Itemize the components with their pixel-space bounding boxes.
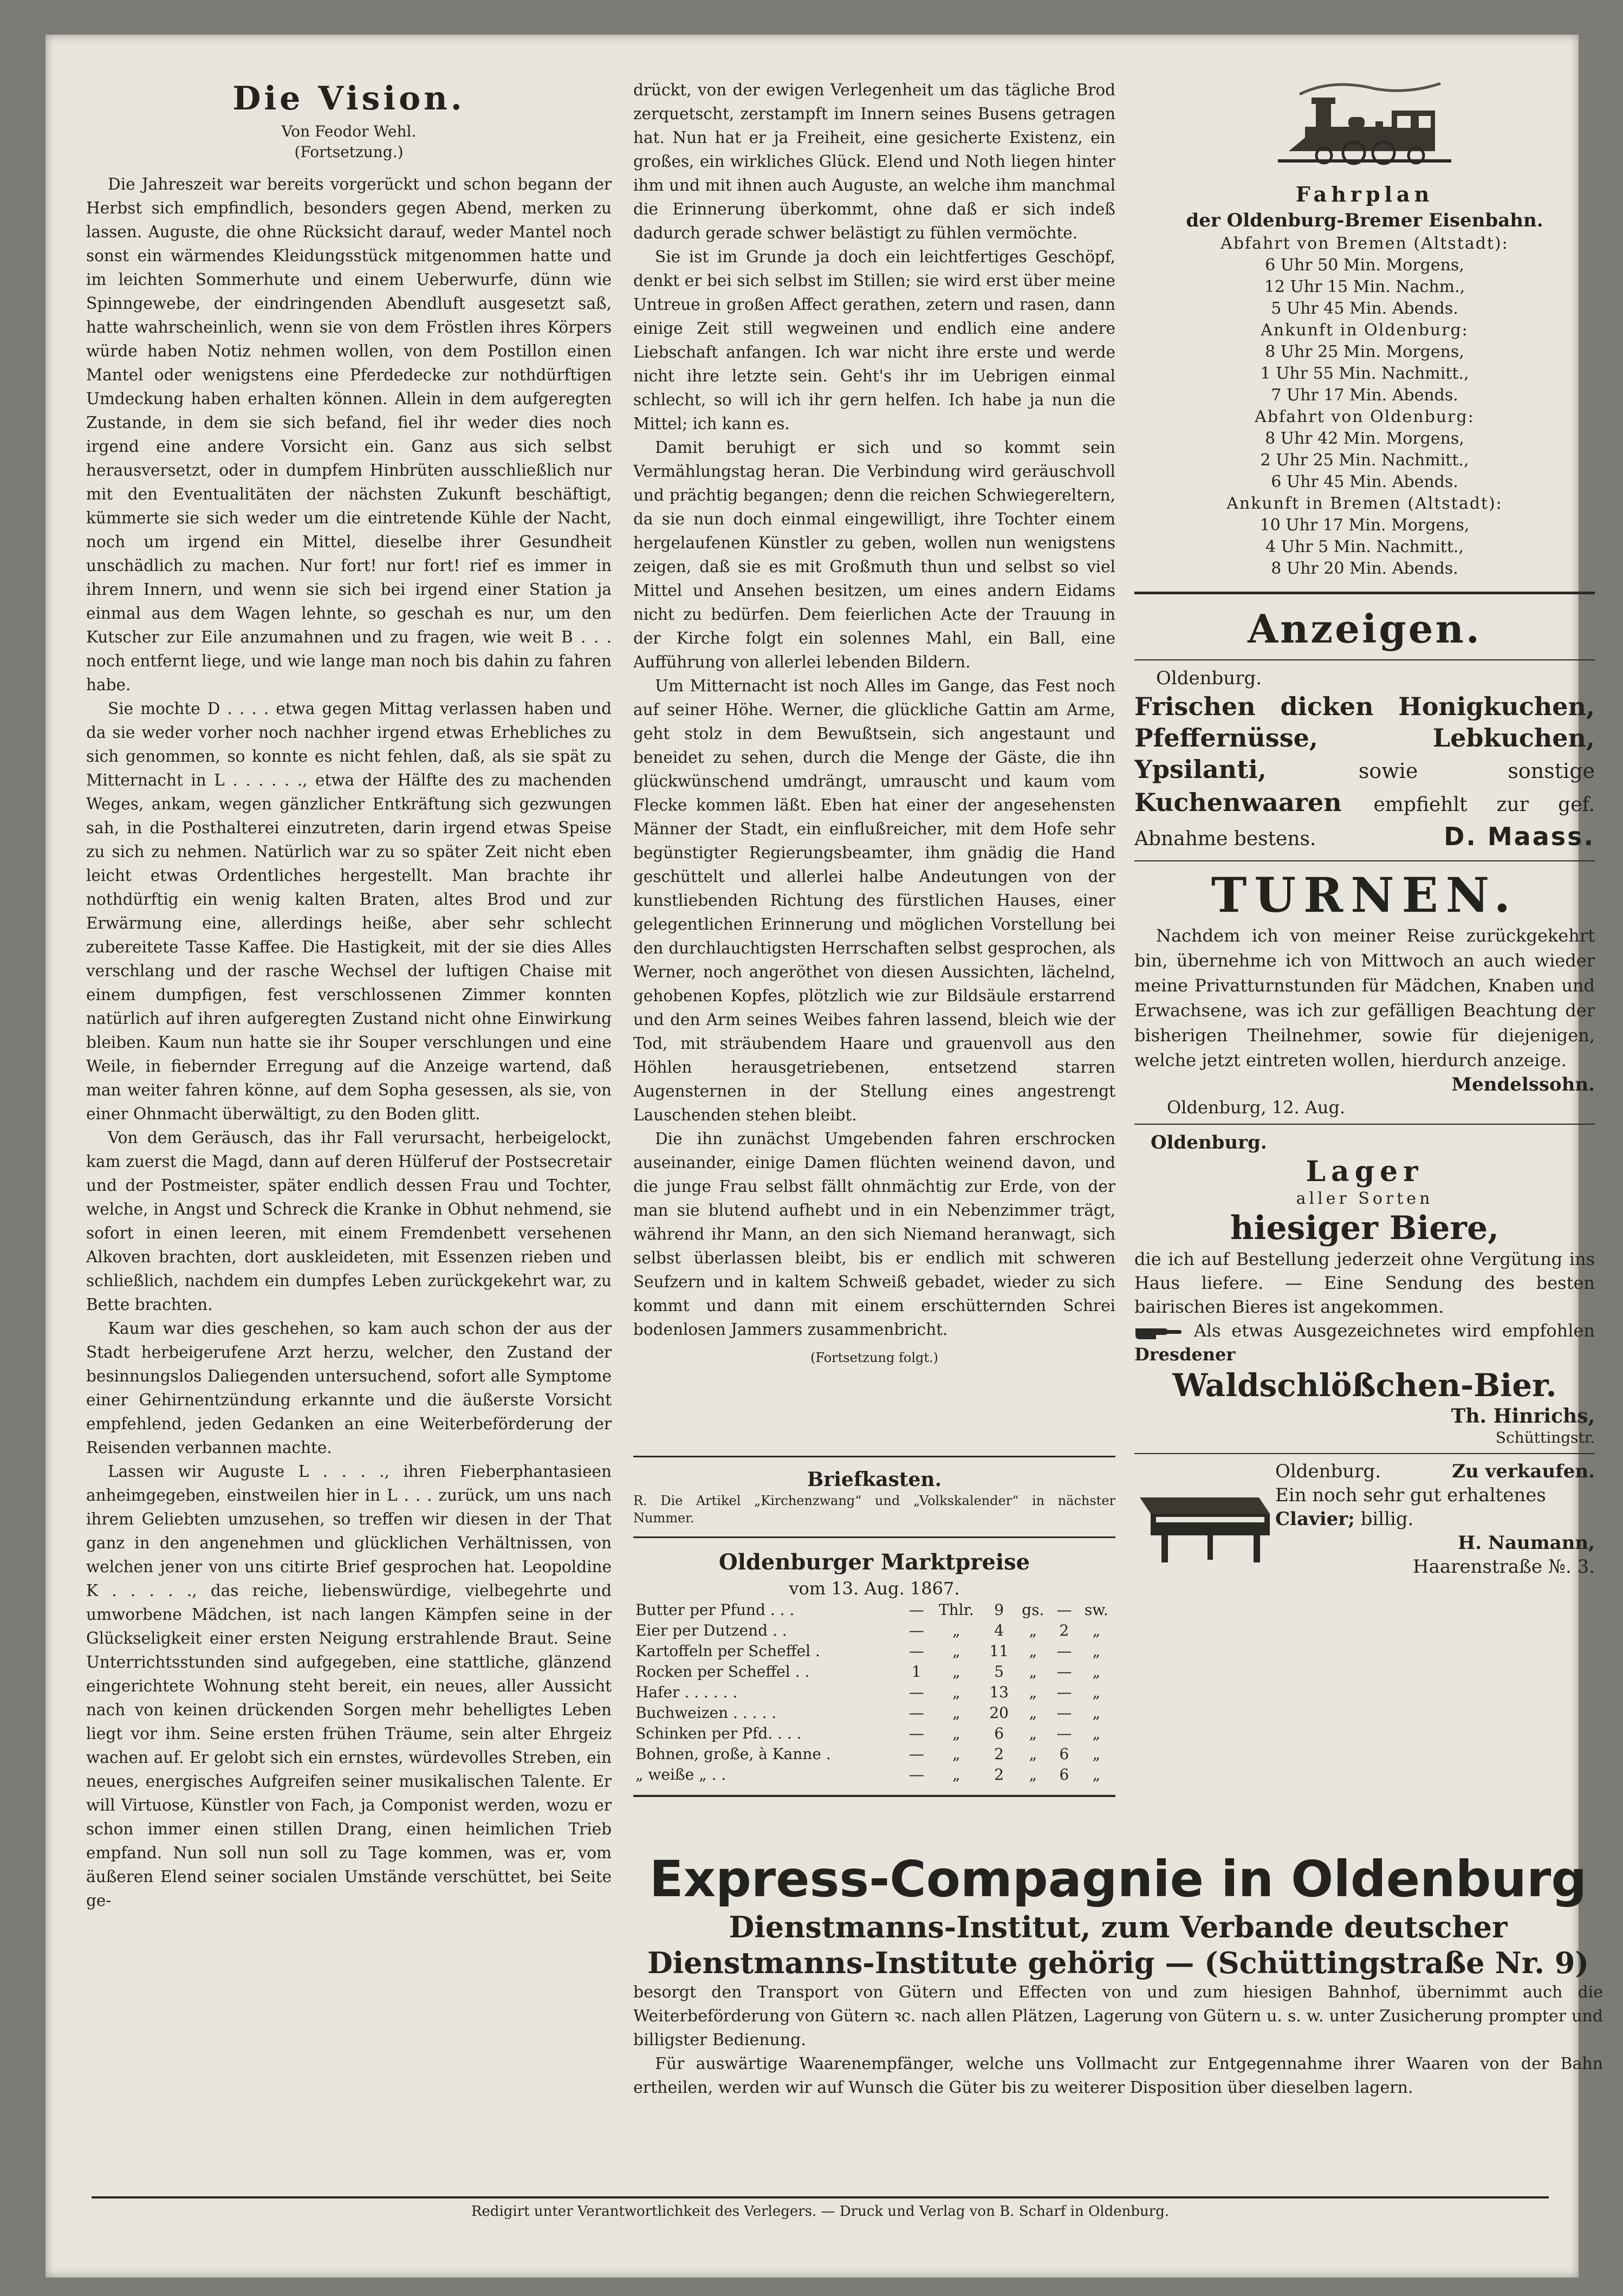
- market-cell-item: Buchweizen . . . . .: [635, 1704, 777, 1722]
- market-cell-u3: „: [1092, 1745, 1101, 1763]
- market-cell-b: 13: [989, 1683, 1009, 1701]
- market-cell-c: —: [1056, 1663, 1072, 1681]
- clavier-ad: [1134, 1460, 1595, 1622]
- article-column-left: [86, 78, 612, 2202]
- market-cell-item: Hafer . . . . . .: [635, 1683, 738, 1701]
- market-date: vom 13. Aug. 1867.: [789, 1578, 960, 1599]
- express-text-1: besorgt den Transport von Gütern und Effecten von und zum hiesigen Bahnhof, übernimmt auch die Weiterbeförderung von Gütern ꝛc. nach allen Plätzen, Lagerung von Gütern u. s. w. unter Zusicherung prompter und billigster Bedienung.: [633, 1983, 1603, 2049]
- honig-ad: [1134, 691, 1595, 855]
- market-cell-u3: „: [1092, 1704, 1101, 1722]
- divider: [1134, 659, 1595, 660]
- market-cell-u2: gs.: [1022, 1601, 1044, 1619]
- market-cell-item: „ weiße „ . .: [635, 1766, 726, 1783]
- clavier-sale: Zu verkaufen.: [1452, 1461, 1595, 1482]
- footer-text: Redigirt unter Verantwortlichkeit des Verlegers. — Druck und Verlag von B. Scharf in Oldenburg.: [471, 2203, 1170, 2220]
- market-cell-b: 2: [994, 1766, 1004, 1783]
- honig-signer: D. Maass.: [1444, 822, 1595, 851]
- article-continuation: (Fortsetzung.): [294, 143, 404, 161]
- market-cell-c: —: [1056, 1683, 1072, 1701]
- market-cell-a: —: [908, 1724, 924, 1742]
- market-cell-a: —: [908, 1642, 924, 1660]
- honig-place: Oldenburg.: [1156, 667, 1262, 689]
- market-cell-item: Eier per Dutzend . .: [635, 1622, 787, 1639]
- timetable-row: 12 Uhr 15 Min. Nachm.,: [1264, 277, 1465, 296]
- bier-dresdener: Dresdener: [1134, 1344, 1236, 1365]
- market-row: [633, 1765, 1115, 1785]
- timetable-section-head: Ankunft in Bremen (Altstadt):: [1226, 494, 1503, 513]
- market-cell-unit: „: [952, 1622, 960, 1639]
- market-cell-c: —: [1056, 1642, 1072, 1660]
- honig-text-bold: Frischen dicken Honigkuchen, Pfeffernüsse, Lebkuchen, Ypsilanti,: [1134, 692, 1595, 784]
- market-row: [633, 1682, 1115, 1703]
- market-title: Oldenburger Marktpreise: [718, 1549, 1030, 1575]
- bier-recommend: [1134, 1319, 1595, 1366]
- bier-text2: Als etwas Ausgezeichnetes wird empfohlen: [1193, 1320, 1595, 1341]
- article-author: Von Feodor Wehl.: [281, 122, 417, 140]
- right-column: [1134, 78, 1595, 1622]
- market-cell-u2: „: [1029, 1683, 1037, 1701]
- honig-text-bold2: Kuchenwaaren: [1134, 788, 1342, 817]
- market-row: [633, 1600, 1115, 1620]
- divider: [1134, 1124, 1595, 1125]
- market-cell-u2: „: [1029, 1704, 1037, 1722]
- market-cell-item: Schinken per Pfd. . . .: [635, 1724, 802, 1742]
- newspaper-page: [46, 35, 1603, 2278]
- market-row: [633, 1744, 1115, 1765]
- honig-text-mid: sowie sonstige: [1358, 759, 1595, 783]
- market-cell-b: 20: [989, 1704, 1009, 1722]
- piano-icon: [1134, 1487, 1275, 1568]
- market-cell-a: 1: [911, 1663, 921, 1681]
- market-cell-u2: „: [1029, 1766, 1037, 1783]
- timetable-row: 1 Uhr 55 Min. Nachmitt.,: [1260, 364, 1469, 383]
- timetable-section-head: Abfahrt von Bremen (Altstadt):: [1221, 234, 1509, 253]
- bier-street: Schüttingstr.: [1495, 1429, 1595, 1447]
- timetable-section-head: Ankunft in Oldenburg:: [1261, 321, 1469, 340]
- express-text-2: Für auswärtige Waarenempfänger, welche uns Vollmacht zur Entgegennahme ihrer Waaren von der Bahn ertheilen, werden wir auf Wunsch die Güter bis zu weiterer Disposition über dieselben lagern.: [633, 2054, 1603, 2097]
- market-cell-u3: „: [1092, 1683, 1101, 1701]
- bier-text: die ich auf Bestellung jederzeit ohne Vergütung ins Haus liefere. — Eine Sendung des besten bairischen Bieres ist angekommen.: [1134, 1249, 1595, 1317]
- market-cell-a: —: [908, 1601, 924, 1619]
- honig-text-end: empfiehlt zur gef. Abnahme bestens.: [1134, 794, 1595, 850]
- turnen-title: TURNEN.: [1211, 867, 1518, 923]
- timetable-title: Fahrplan: [1295, 182, 1434, 206]
- timetable-row: 8 Uhr 42 Min. Morgens,: [1265, 429, 1464, 448]
- timetable-row: 8 Uhr 20 Min. Abends.: [1271, 559, 1458, 578]
- timetable-row: 2 Uhr 25 Min. Nachmitt.,: [1260, 451, 1469, 470]
- article-column-middle: [633, 78, 1115, 1487]
- express-ad: [633, 1850, 1603, 2100]
- market-cell-unit: „: [952, 1724, 960, 1742]
- clavier-line1: Ein noch sehr gut erhaltenes: [1275, 1484, 1546, 1506]
- pointing-hand-icon: [1134, 1323, 1183, 1341]
- market-cell-u2: „: [1029, 1642, 1037, 1660]
- market-cell-b: 2: [994, 1745, 1004, 1763]
- turnen-text: Nachdem ich von meiner Reise zurückgekehrt bin, übernehme ich von Mittwoch an auch wieder meine Privatturnstunden für Mädchen, Knaben und Erwachsene, was ich zur gefälligen Beachtung der bisherigen Theilnehmer, sowie für diejenigen, welche jetzt eintreten wollen, hierdurch anzeige.: [1134, 925, 1595, 1071]
- divider: [1134, 1453, 1595, 1454]
- article-paragraph: Lassen wir Auguste L . . . ., ihren Fieberphantasieen anheimgegeben, einstweilen hier in L . . . zurück, um uns nach ihrem Geliebten umzusehen, so treffen wir diesen in der That ganz in den angenehmen und glücklichen Verhältnissen, von welchen jener von uns citirte Brief gesprochen hat. Leopoldine K . . . . ., das reiche, liebenswürdige, vielbegehrte und umworbene Mädchen, ist nach langen Kämpfen seine in der Glückseligkeit einer ersten Neigung erstrahlende Braut. Seine Unterrichtsstunden sind aufgegeben, eine stattliche, glänzend eingerichtete Wohnung steht bereit, ein neues, aller Aussicht nach von keinen drückenden Sorgen mehr behelligtes Leben liegt vor ihm. Seine ersten frühen Träume, sein alter Ehrgeiz wachen auf. Er gelobt sich ein ernstes, würdevolles Streben, ein neues, energisches Aufgreifen seiner musikalischen Talente. Er will Virtuose, Künstler von Fach, ja Componist werden, wozu er schon immer einen stillen Drang, einen heimlichen Trieb empfand. Nun soll nun soll zu Tage kommen, was er, vom äußeren Elend seiner socialen Umstände verschüttet, bei Seite ge-: [86, 1462, 612, 1910]
- article-paragraph: Von dem Geräusch, das ihr Fall verursacht, herbeigelockt, kam zuerst die Magd, dann auf deren Hülferuf der Postsecretair und der Postmeister, später endlich dessen Frau und Tochter, welche, in Angst und Schreck die Kranke in Obhut nehmend, sie sofort in einen leeren, mit einem Fremdenbett versehenen Alkoven brachten, dort auskleideten, mit Essenzen rieben und schließlich, nachdem ein dumpfes Leben zurückgekehrt war, zu Bette brachten.: [86, 1128, 612, 1314]
- market-cell-b: 9: [994, 1601, 1004, 1619]
- article-paragraph: Die ihn zunächst Umgebenden fahren erschrocken auseinander, einige Damen flüchten weinend davon, und die junge Frau selbst fällt ohnmächtig zur Erde, von der man sie blutend aufhebt und in ein Nebenzimmer trägt, während ihr Mann, an den sich Niemand heranwagt, sich selbst überlassen bleibt, bis er endlich mit schweren Seufzern und in kaltem Schweiß gebadet, wieder zu sich kommt und dann mit einem erschütternden Schrei bodenlosen Jammers zusammenbricht.: [633, 1130, 1115, 1339]
- market-row: [633, 1723, 1115, 1744]
- market-cell-u2: „: [1029, 1724, 1037, 1742]
- express-title: Express-Compagnie in Oldenburg: [649, 1850, 1587, 1908]
- bier-place: Oldenburg.: [1151, 1132, 1267, 1153]
- clavier-street: Haarenstraße №. 3.: [1413, 1556, 1595, 1578]
- bier-sorten: aller Sorten: [1296, 1189, 1433, 1208]
- market-cell-unit: „: [952, 1683, 960, 1701]
- footer: [92, 2196, 1549, 2221]
- turnen-signer: Mendelssohn.: [1451, 1074, 1595, 1095]
- market-row: [633, 1662, 1115, 1682]
- article-paragraph: Um Mitternacht ist noch Alles im Gange, das Fest noch auf seiner Höhe. Werner, die glückliche Gattin am Arme, geht stolz in dem Bewußtsein, sich angestaunt und beneidet zu sehen, durch die Menge der Gäste, die ihn glückwünschend umdrängt, umrauscht und kaum vom Flecke kommen läßt. Eben hat einer der angesehensten Männer der Stadt, ein einflußreicher, mit dem Hofe sehr begünstigter Regierungsbeamter, ihm gnädig die Hand geschüttelt und allerlei halbe Andeutungen von der kunstliebenden Richtung des fürstlichen Hauses, einer gelegentlichen Erinnerung und möglichen Vorstellung bei den durchlauchtigsten Herrschaften selbst gesprochen, als Werner, noch angeröthet von diesen Aussichten, lächelnd, gehobenen Kopfes, plötzlich wie zur Bildsäule erstarrend und den Arm seines Weibes fahren lassend, bleich wie der Tod, mit sträubendem Haare und grauenvoll aus den Höhlen herausgetriebenen, entsetzend starren Augensternen in der Stellung eines angestrengt Lauschenden stehen bleibt.: [633, 677, 1115, 1124]
- divider: [1134, 860, 1595, 861]
- market-cell-u2: „: [1029, 1622, 1037, 1639]
- market-cell-item: Kartoffeln per Scheffel .: [635, 1642, 820, 1660]
- article-paragraph: Kaum war dies geschehen, so kam auch schon der aus der Stadt herbeigerufene Arzt herzu, welcher, den Zustand der besinnungslos Daliegenden untersuchend, sofort alle Symptome einer Gehirnentzündung erkannte und die äußerste Vorsicht empfehlend, jeden Gedanken an eine Weiterbeförderung der Reisenden verbannen machte.: [86, 1319, 612, 1457]
- timetable-row: 4 Uhr 5 Min. Nachmitt.,: [1265, 537, 1464, 556]
- market-cell-a: —: [908, 1622, 924, 1639]
- market-cell-c: —: [1056, 1601, 1072, 1619]
- locomotive-icon: [1267, 78, 1462, 181]
- market-cell-b: 11: [989, 1642, 1009, 1660]
- express-subtitle: Dienstmanns-Institut, zum Verbande deutscher Dienstmanns-Institute gehörig — (Schüttingstraße Nr. 9): [647, 1910, 1589, 1980]
- article-title: Die Vision.: [232, 80, 465, 118]
- market-cell-a: —: [908, 1704, 924, 1722]
- clavier-word: Clavier;: [1275, 1508, 1355, 1530]
- market-cell-b: 5: [994, 1663, 1004, 1681]
- market-cell-item: Rocken per Scheffel . .: [635, 1663, 810, 1681]
- market-cell-unit: „: [952, 1704, 960, 1722]
- turnen-dateline: Oldenburg, 12. Aug.: [1167, 1097, 1346, 1118]
- market-cell-c: 6: [1059, 1745, 1069, 1763]
- market-cell-u3: sw.: [1084, 1601, 1108, 1619]
- timetable-row: 10 Uhr 17 Min. Morgens,: [1260, 516, 1470, 535]
- market-table: [633, 1600, 1115, 1785]
- timetable-row: 6 Uhr 50 Min. Morgens,: [1265, 256, 1464, 275]
- market-cell-u3: „: [1092, 1766, 1101, 1783]
- timetable: [1134, 233, 1595, 580]
- market-cell-u3: „: [1092, 1642, 1101, 1660]
- market-cell-unit: „: [952, 1663, 960, 1681]
- market-row: [633, 1641, 1115, 1662]
- market-cell-a: —: [908, 1745, 924, 1763]
- timetable-section-head: Abfahrt von Oldenburg:: [1255, 407, 1475, 426]
- divider: [92, 2196, 1549, 2198]
- bier-biere: hiesiger Biere,: [1230, 1209, 1499, 1247]
- mid-lower-block: [633, 1446, 1115, 1807]
- timetable-subtitle: der Oldenburg-Bremer Eisenbahn.: [1186, 210, 1543, 231]
- market-cell-b: 6: [994, 1724, 1004, 1742]
- divider: [633, 1795, 1115, 1797]
- market-cell-unit: Thlr.: [938, 1601, 974, 1619]
- market-cell-b: 4: [994, 1622, 1004, 1639]
- clavier-place: Oldenburg.: [1275, 1461, 1381, 1482]
- bier-lager: Lager: [1306, 1155, 1424, 1188]
- market-cell-c: —: [1056, 1704, 1072, 1722]
- timetable-row: 6 Uhr 45 Min. Abends.: [1271, 472, 1458, 491]
- market-cell-unit: „: [952, 1642, 960, 1660]
- bier-waldschloesschen: Waldschlößchen-Bier.: [1172, 1367, 1557, 1404]
- market-cell-c: —: [1056, 1724, 1072, 1742]
- timetable-row: 8 Uhr 25 Min. Morgens,: [1265, 342, 1464, 361]
- market-cell-u3: „: [1092, 1724, 1101, 1742]
- market-row: [633, 1620, 1115, 1641]
- timetable-row: 7 Uhr 17 Min. Abends.: [1271, 386, 1458, 405]
- market-cell-u3: „: [1092, 1663, 1101, 1681]
- divider: [1134, 592, 1595, 594]
- article-paragraph: Die Jahreszeit war bereits vorgerückt und schon begann der Herbst sich empfindlich, besonders gegen Abend, merken zu lassen. Auguste, die ohne Rücksicht darauf, weder Mantel noch sonst ein wärmendes Kleidungsstück mitgenommen hatte und im leichten Sommerhute und einem Ueberwurfe, dünn wie Spinngewebe, der eindringenden Abendluft ausgesetzt saß, hatte wahrscheinlich, wenn sie von dem Fröstlen ihres Körpers würde haben Notiz nehmen wollen, von dem Postillon einen Mantel oder wenigstens eine Pferdedecke zur nothdürftigen Umdeckung haben erhalten können. Allein in dem aufgeregten Zustande, in dem sie sich befand, fiel ihr weder dies noch irgend eine andere Vorsicht ein. Ganz aus sich selbst herausversetzt, oder in dumpfem Hinbrüten ausschließlich nur mit den Eventualitäten der nächsten Zukunft beschäftigt, kümmerte sie sich weder um die eintretende Kühle der Nacht, noch um irgend ein Mittel, dieselbe ihrer Gesundheit unschädlich zu machen. Nur fort! nur fort! rief es immer in ihrem Innern, und wenn sie sich bei irgend einer Station ja einmal aus dem Wagen lehnte, so geschah es nur, um den Kutscher zur Eile anzumahnen und zu fragen, wie weit B . . . noch entfernt liege, und wie lange man noch bis dahin zu fahren habe.: [86, 175, 612, 694]
- market-cell-u2: „: [1029, 1745, 1037, 1763]
- article-paragraph: Damit beruhigt er sich und so kommt sein Vermählungstag heran. Die Verbindung wird geräuschvoll und prächtig begangen; denn die reichen Schwiegereltern, da sie nun doch einmal eingewilligt, ihre Tochter einem hergelaufenen Künstler zu geben, wollen nun wenigstens zeigen, daß sie es mit Großmuth thun und selbst so viel Mittel und Ansehen besitzen, um eines andern Eidams nicht zu bedürfen. Dem feierlichen Acte der Trauung in der Kirche folgt ein solennes Mahl, ein Ball, eine Aufführung von allerlei lebenden Bildern.: [633, 438, 1115, 671]
- market-cell-a: —: [908, 1766, 924, 1783]
- market-cell-c: 6: [1059, 1766, 1069, 1783]
- market-cell-unit: „: [952, 1766, 960, 1783]
- briefkasten-text: R. Die Artikel „Kirchenzwang“ und „Volkskalender“ in nächster Nummer.: [633, 1493, 1115, 1526]
- market-cell-u2: „: [1029, 1663, 1037, 1681]
- bier-signer: Th. Hinrichs,: [1451, 1405, 1595, 1428]
- article-paragraph: Sie mochte D . . . . etwa gegen Mittag verlassen haben und da sie weder vorher noch nachher irgend etwas Erhebliches zu sich genommen, so konnte es nicht fehlen, daß, als sie spät zu Mitternacht in L . . . . . ., etwa der Hälfte des zu machenden Weges, ankam, wegen gänzlicher Entkräftung sich gezwungen sah, in die Posthalterei einzutreten, darin irgend etwas Speise zu sich zu nehmen. Natürlich war zu so später Zeit nicht eben leicht etwas Ordentliches hergestellt. Man brachte ihr nothdürftig ein wenig kalten Braten, altes Brod und zur Erwärmung eine, allerdings heiße, aber sehr schlecht zubereitete Tasse Kaffee. Die Hastigkeit, mit der sie dies Alles verschlang und der rasche Wechsel der luftigen Chaise mit einem dumpfigen, fest verschlossenen Zimmer konnten natürlich auf ihren aufgeregten Zustand nicht ohne Einwirkung bleiben. Kaum nun hatte sie ihr Souper verschlungen und eine Weile, in fiebernder Erregung auf die Anzeige wartend, daß man weiter fahren könne, auf dem Sopha gesessen, als sie, von einer Ohnmacht überwältigt, zu den Boden glitt.: [86, 699, 612, 1123]
- timetable-row: 5 Uhr 45 Min. Abends.: [1271, 299, 1458, 318]
- clavier-billig: billig.: [1360, 1508, 1414, 1530]
- market-cell-a: —: [908, 1683, 924, 1701]
- ads-heading: Anzeigen.: [1248, 606, 1482, 652]
- market-cell-item: Butter per Pfund . . .: [635, 1601, 795, 1619]
- article-paragraph: Sie ist im Grunde ja doch ein leichtfertiges Geschöpf, denkt er bei sich selbst im Stillen; sie wird erst über meine Untreue in großen Affect gerathen, zetern und rasen, dann einige Zeit still wegweinen und endlich eine andere Liebschaft anfangen. Ich war nicht ihre erste und werde nicht ihre letzte sein. Geht's ihr im Uebrigen einmal schlecht, so will ich ihr gern helfen. Ich habe ja nun die Mittel; ich kann es.: [633, 248, 1115, 433]
- market-cell-unit: „: [952, 1745, 960, 1763]
- to-be-continued: (Fortsetzung folgt.): [810, 1350, 938, 1365]
- divider: [633, 1536, 1115, 1538]
- market-row: [633, 1703, 1115, 1723]
- market-cell-c: 2: [1059, 1622, 1069, 1639]
- divider: [633, 1456, 1115, 1457]
- briefkasten-title: Briefkasten.: [807, 1468, 942, 1491]
- clavier-signer: H. Naumann,: [1458, 1532, 1595, 1554]
- article-paragraph: drückt, von der ewigen Verlegenheit um das tägliche Brod zerquetscht, zerstampft im Innern seines Busens getragen hat. Nun hat er ja Freiheit, eine gesicherte Existenz, ein großes, ein wirkliches Glück. Elend und Noth liegen hinter ihm und mit ihnen auch Auguste, an welche ihm manchmal die Erinnerung überkommt, ohne daß er sich indeß dadurch gerade schwer belästigt zu fühlen vermöchte.: [633, 81, 1115, 242]
- market-cell-u3: „: [1092, 1622, 1101, 1639]
- market-cell-item: Bohnen, große, à Kanne .: [635, 1745, 831, 1763]
